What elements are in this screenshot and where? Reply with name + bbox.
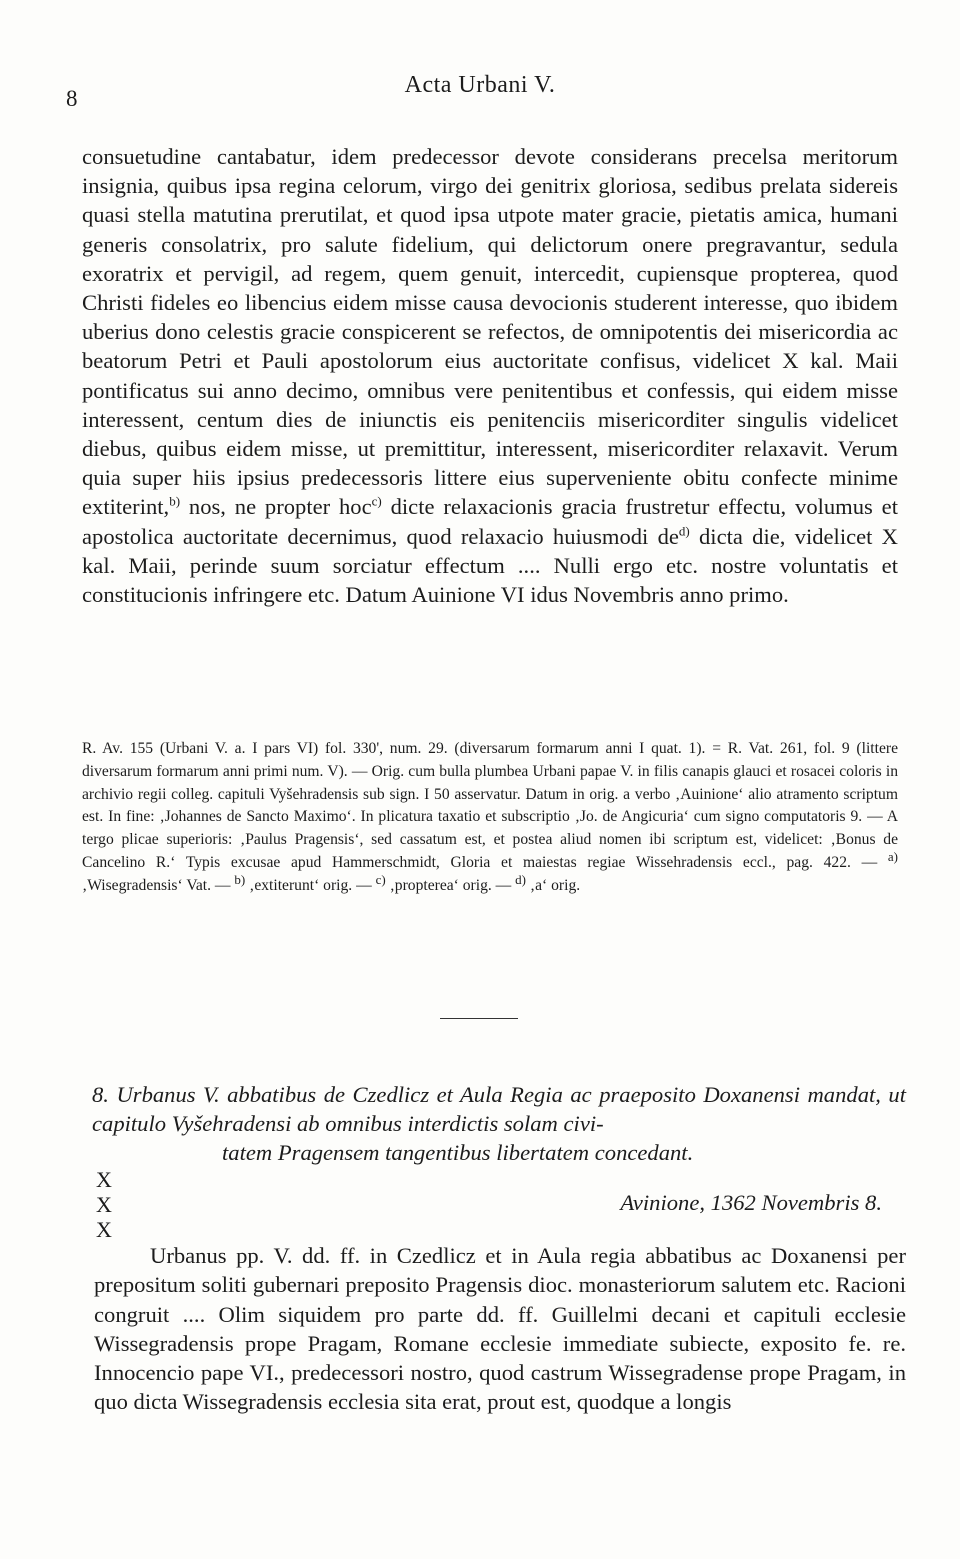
main-text-part: dicta die, videlicet X kal. Maii, perinde suum sorciatur effectum .... Nulli ergo etc. nostre voluntatis et constitucionis infringere etc. Datum Auinione VI idus Novembris anno primo. <box>82 523 898 608</box>
main-text-part: dicte relaxacionis gracia frustretur effectu, volumus et apostolica auctoritate decernimus, quod relaxacio huiusmodi de <box>82 494 898 549</box>
x-mark: X <box>96 1192 112 1217</box>
main-text-part: nos, ne propter hoc <box>180 494 372 520</box>
footnote-mark-a: a) <box>887 848 898 864</box>
footnote-mark-c: c) <box>375 871 386 887</box>
page-number: 8 <box>66 86 78 111</box>
main-text-block <box>82 142 898 609</box>
document-paragraph: Urbanus pp. V. dd. ff. in Czedlicz et in Aula regia abbatibus ac Doxanensi per prepositum soliti gubernari preposito Pragensis dioc. monasteriorum salutem etc. Racioni congruit .... Olim siquidem pro parte dd. ff. Guillelmi decani et capituli ecclesie Wissegradensis prope Pragam, Romane ecclesie immediate subiecte, exposito fe. re. Innocencio pape VI., predecessori nostro, quod castrum Wissegradense prope Pragam, in quo dicta Wissegradensis ecclesia sita erat, prout est, quodque a longis <box>94 1243 906 1415</box>
dateline: Avinione, 1362 Novembris 8. <box>620 1190 882 1215</box>
section-divider <box>440 1018 518 1019</box>
running-head: Acta Urbani V. <box>404 72 556 98</box>
document-number: 8. <box>92 1082 109 1107</box>
footnote-mark-b: b) <box>169 493 181 509</box>
footnote-mark-c: c) <box>371 493 382 509</box>
footnote-text: ‚a‘ orig. <box>526 876 581 894</box>
footnote-text: R. Av. 155 (Urbani V. a. I pars VI) fol. 330', num. 29. (diversarum formarum anni I quat. 1). = R. Vat. 261, fol. 9 (littere diversarum formarum anni primi num. V). — Orig. cum bulla plumbea Urbani papae V. in filis canapis glauci et rosacei coloris in archivio regii colleg. capituli Vyšehradensis sub sign. I 50 asservatur. Datum in orig. a verbo ‚Auinione‘ alio atramento scriptum est. In fine: ‚Johannes de Sancto Maximo‘. In plicatura taxatio et subscriptio ‚Jo. de Angicuria‘ cum signo computatoris 9. — A tergo plicae superioris: ‚Paulus Pragensis‘, sed cassatum est, et postea aliud nomen ibi scriptum est, videlicet: ‚Bonus de Cancelino R.‘ Typis excusae apud Hammerschmidt, Gloria et maiestas regiae Wissehradensis eccl., pag. 422. — <box>82 740 898 871</box>
heading-text: Urbanus V. abbatibus de Czedlicz et Aula Regia ac praeposito Doxanensi mandat, ut capitulo Vyšehradensi ab omnibus interdictis solam civi- <box>92 1082 906 1136</box>
main-text-part: consuetudine cantabatur, idem predecessor devote considerans precelsa meritorum insignia, quibus ipsa regina celorum, virgo dei genitrix gloriosa, sedibus prelata sidereis quasi stella matutina prerutilat, et quod ipsa utpote mater gracie, pietatis amica, humani generis consolatrix, pro salute fidelium, qui delictorum onere pregravantur, sedula exoratrix et pervigil, ad regem, quem genuit, intercedit, cupiensque propterea, quod Christi fideles eo libencius eidem misse causa devocionis studerent interesse, quo ibidem uberius dono celestis gracie conspicerent se refectos, de omnipotentis dei misericordia ac beatorum Petri et Pauli apostolorum eius auctoritate confisus, videlicet X kal. Maii pontificatus sui anno decimo, omnibus vere penitentibus et confessis, qui eidem misse interessent, centum dies de iniunctis eis penitenciis misericorditer singulis videlicet diebus, quibus eidem misse, ut premittitur, interessent, misericorditer relaxavit. Verum quia super hiis ipsius predecessoris littere eius superveniente obitu confecte minime extiterint, <box>82 144 898 520</box>
x-mark: X <box>96 1217 112 1242</box>
heading-paragraph <box>92 1080 906 1167</box>
footnote-paragraph <box>82 738 898 898</box>
page-header <box>0 72 960 112</box>
footnote-text: ‚extiterunt‘ orig. — <box>245 876 376 894</box>
footnotes-block <box>82 738 898 898</box>
main-paragraph <box>82 142 898 609</box>
footnote-text: ‚Wisegradensis‘ Vat. — <box>82 876 235 894</box>
footnote-text: ‚propterea‘ orig. — <box>385 876 516 894</box>
footnote-mark-d: d) <box>515 871 527 887</box>
x-marks <box>96 1168 112 1243</box>
x-mark: X <box>96 1167 112 1192</box>
footnote-mark-b: b) <box>234 871 246 887</box>
footnote-mark-d: d) <box>678 523 690 539</box>
document-text-block <box>94 1241 906 1417</box>
document-heading <box>92 1080 906 1167</box>
heading-text-last: tatem Pragensem tangentibus libertatem concedant. <box>222 1140 694 1165</box>
